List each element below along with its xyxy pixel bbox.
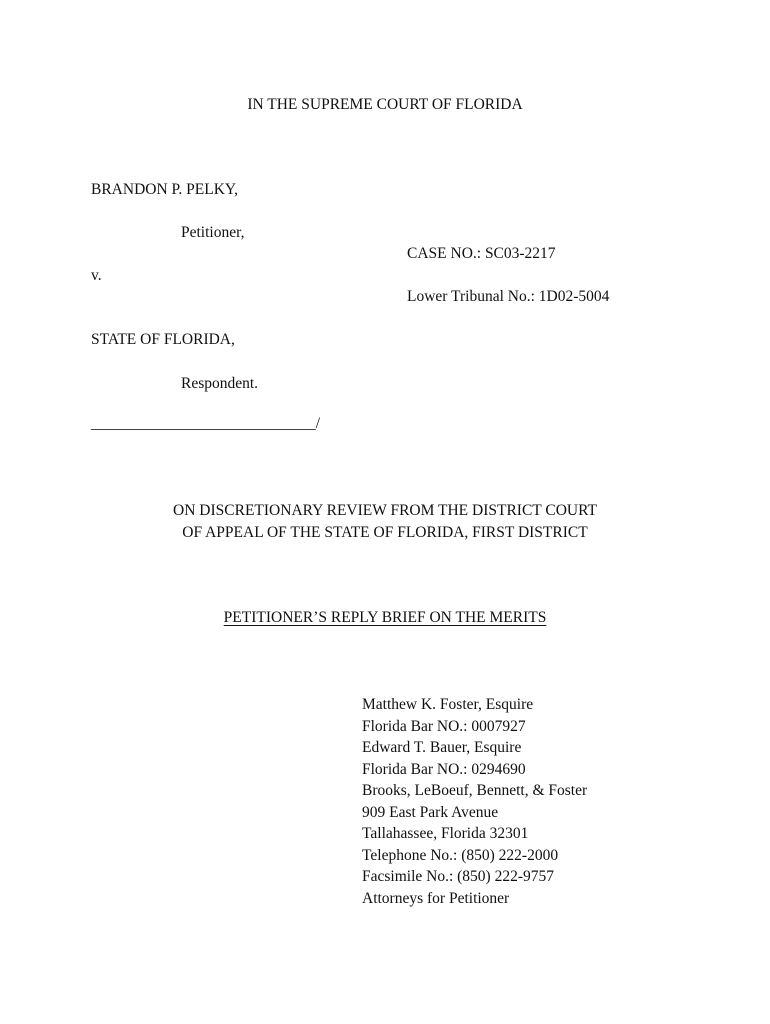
counsel-line: Florida Bar NO.: 0007927 xyxy=(362,717,526,735)
respondent-name: STATE OF FLORIDA, xyxy=(91,331,235,348)
lower-tribunal-number: Lower Tribunal No.: 1D02-5004 xyxy=(407,288,610,305)
review-heading-line-1: ON DISCRETIONARY REVIEW FROM THE DISTRICT COURT xyxy=(173,502,597,519)
counsel-line: Tallahassee, Florida 32301 xyxy=(362,825,529,842)
petitioner-name: BRANDON P. PELKY, xyxy=(91,181,238,198)
counsel-line: Telephone No.: (850) 222-2000 xyxy=(362,846,559,864)
counsel-block xyxy=(362,694,587,909)
brief-title-text: PETITIONER’S REPLY BRIEF ON THE MERITS xyxy=(223,609,547,626)
court-heading: IN THE SUPREME COURT OF FLORIDA xyxy=(247,96,523,113)
counsel-line: Matthew K. Foster, Esquire xyxy=(362,696,534,713)
versus-label: v. xyxy=(91,267,102,284)
counsel-line: Edward T. Bauer, Esquire xyxy=(362,739,522,756)
respondent-role: Respondent. xyxy=(181,375,259,392)
counsel-line: 909 East Park Avenue xyxy=(362,803,499,821)
counsel-line: Brooks, LeBoeuf, Bennett, & Foster xyxy=(362,782,588,799)
counsel-line: Florida Bar NO.: 0294690 xyxy=(362,760,526,778)
counsel-line: Facsimile No.: (850) 222-9757 xyxy=(362,868,555,885)
case-number: CASE NO.: SC03-2217 xyxy=(407,245,556,262)
counsel-line: Attorneys for Petitioner xyxy=(362,889,510,907)
petitioner-role: Petitioner, xyxy=(181,224,245,241)
review-heading-line-2: OF APPEAL OF THE STATE OF FLORIDA, FIRST DISTRICT xyxy=(182,524,588,541)
caption-separator: _____________________________/ xyxy=(91,415,321,432)
brief-title xyxy=(0,610,770,626)
